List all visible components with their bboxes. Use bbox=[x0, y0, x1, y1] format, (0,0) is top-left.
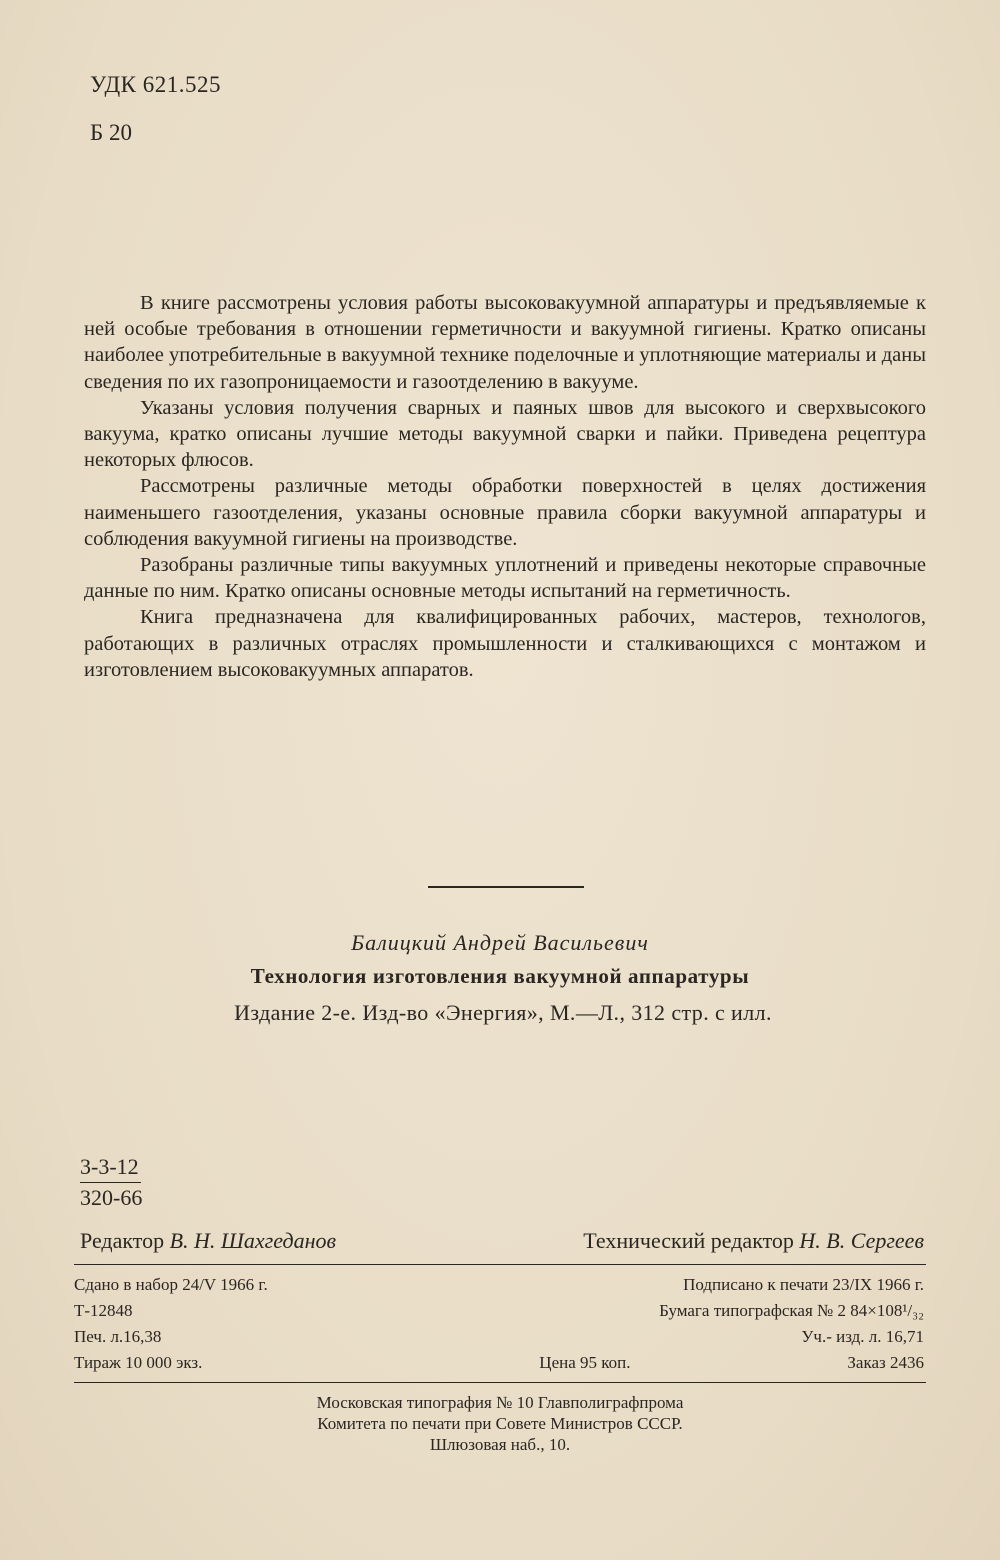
center-divider bbox=[428, 886, 584, 888]
catalog-code bbox=[80, 1152, 142, 1213]
imprint-top-rule bbox=[74, 1264, 926, 1265]
paper-format: Бумага типографская № 2 84×108¹/₃₂ bbox=[659, 1301, 924, 1320]
annotation-paragraph: Указаны условия получения сварных и паяных швов для высокого и сверхвысокого вакуума, кратко описаны лучшие методы вакуумной сварки и пайки. Приведена рецептура некоторых флюсов. bbox=[84, 396, 926, 472]
bbk-code: Б 20 bbox=[90, 120, 132, 145]
editors-line bbox=[80, 1228, 924, 1254]
author-name: Балицкий Андрей Васильевич bbox=[351, 930, 649, 955]
printer-info bbox=[0, 1392, 1000, 1455]
editor-label: Редактор bbox=[80, 1228, 165, 1253]
order-number: Заказ 2436 bbox=[847, 1353, 924, 1372]
edition-info: Издание 2-е. Изд-во «Энергия», М.—Л., 312 стр. с илл. bbox=[234, 1000, 772, 1025]
t-number: Т-12848 bbox=[74, 1301, 133, 1320]
circulation: Тираж 10 000 экз. bbox=[74, 1353, 203, 1372]
catalog-code-top: 3-3-12 bbox=[80, 1152, 141, 1183]
annotation-paragraph: В книге рассмотрены условия работы высоковакуумной аппаратуры и предъявляемые к ней особые требования в отношении герметичности и вакуумной гигиены. Кратко описаны наиболее употребительные в вакуумной технике поделочные и уплотняющие материалы и даны сведения по их газопроницаемости и газоотделению в вакууме. bbox=[84, 292, 926, 393]
editor bbox=[80, 1228, 336, 1254]
tech-editor-label: Технический редактор bbox=[583, 1228, 794, 1253]
annotation-paragraph: Рассмотрены различные методы обработки поверхностей в целях достижения наименьшего газоотделения, указаны основные правила сборки вакуумной аппаратуры и соблюдения вакуумной гигиены на производстве. bbox=[84, 475, 926, 550]
imprint-block bbox=[74, 1272, 924, 1376]
annotation bbox=[84, 290, 926, 683]
catalog-code-bottom: 320-66 bbox=[80, 1185, 143, 1210]
tech-editor bbox=[583, 1228, 924, 1254]
sent-to-set: Сдано в набор 24/V 1966 г. bbox=[74, 1275, 268, 1294]
imprint-bottom-rule bbox=[74, 1382, 926, 1383]
annotation-paragraph: Книга предназначена для квалифицированных рабочих, мастеров, технологов, работающих в различных отраслях промышленности и сталкивающихся с монтажом и изготовлением высоковакуумных аппаратов. bbox=[84, 606, 926, 681]
udk-code: УДК 621.525 bbox=[90, 72, 221, 97]
publisher-sheets: Уч.- изд. л. 16,71 bbox=[801, 1327, 924, 1346]
print-sheets: Печ. л.16,38 bbox=[74, 1327, 162, 1346]
printer-line: Комитета по печати при Совете Министров СССР. bbox=[317, 1414, 683, 1433]
book-title: Технология изготовления вакуумной аппаратуры bbox=[250, 964, 750, 988]
printer-line: Шлюзовая наб., 10. bbox=[429, 1435, 571, 1454]
price: Цена 95 коп. bbox=[539, 1353, 631, 1372]
printer-line: Московская типография № 10 Главполиграфпрома bbox=[316, 1393, 684, 1412]
tech-editor-name: Н. В. Сергеев bbox=[799, 1228, 924, 1253]
signed-to-print: Подписано к печати 23/IX 1966 г. bbox=[683, 1275, 924, 1294]
annotation-paragraph: Разобраны различные типы вакуумных уплотнений и приведены некоторые справочные данные по ним. Кратко описаны основные методы испытаний на герметичность. bbox=[84, 554, 926, 603]
editor-name: В. Н. Шахгеданов bbox=[169, 1228, 337, 1253]
